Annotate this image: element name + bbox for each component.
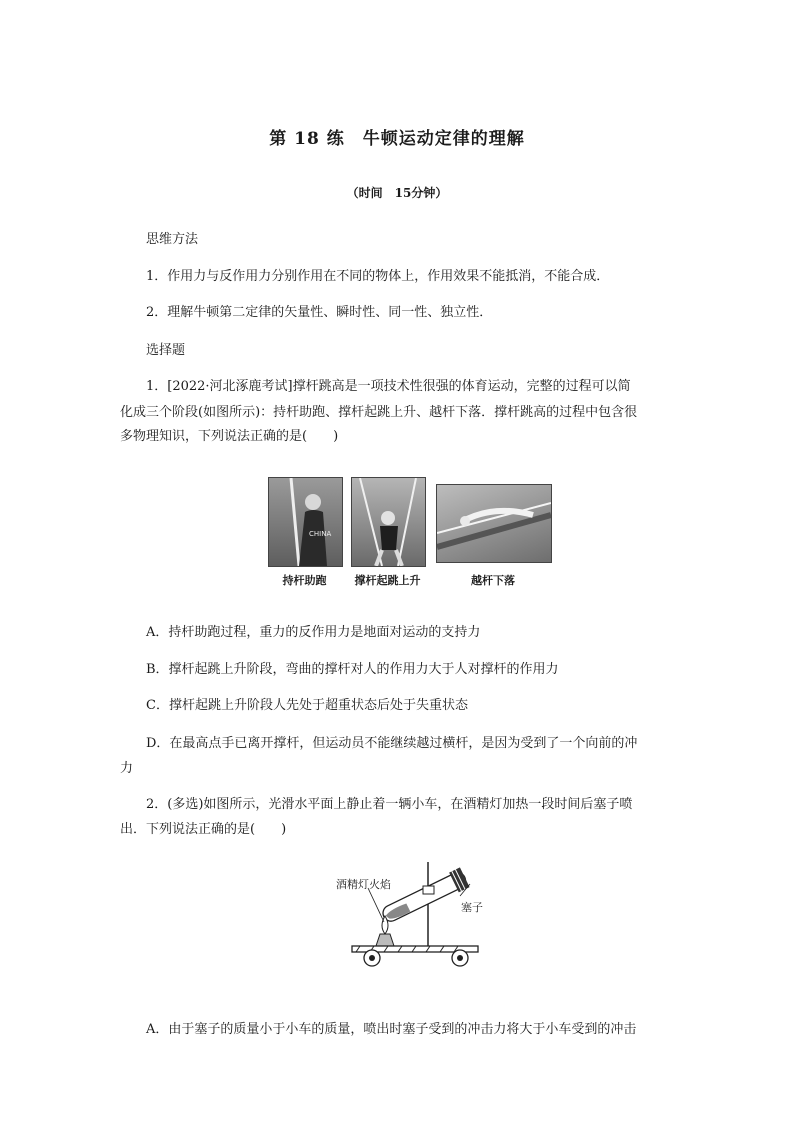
- time-limit: （时间 15分钟）: [346, 186, 448, 200]
- method-item-2: 2．理解牛顿第二定律的矢量性、瞬时性、同一性、独立性．: [146, 305, 493, 320]
- methods-heading: 思维方法: [146, 232, 199, 247]
- photo-run-up: [268, 477, 343, 567]
- q1-stem-line-1: 1．[2022·河北涿鹿考试]撑杆跳高是一项技术性很强的体育运动，完整的过程可以简: [146, 379, 631, 394]
- q1-option-d-line-1: D．在最高点手已离开撑杆，但运动员不能继续越过横杆，是因为受到了一个向前的冲: [146, 736, 638, 751]
- photo-takeoff: [351, 477, 426, 567]
- q2-stem-line-2: 出．下列说法正确的是( ): [120, 822, 287, 837]
- q1-stem-line-2: 化成三个阶段(如图所示)：持杆助跑、撑杆起跳上升、越杆下落．撑杆跳高的过程中包含很: [120, 405, 638, 420]
- shirt-text: CHINA: [309, 530, 332, 538]
- photo-over-bar: [436, 484, 552, 563]
- q2-stem-line-1: 2．(多选)如图所示，光滑水平面上静止着一辆小车，在酒精灯加热一段时间后塞子喷: [146, 797, 633, 812]
- stopper-label: 塞子: [461, 901, 483, 914]
- caption-run-up: 持杆助跑: [282, 574, 327, 587]
- q1-stem-line-3: 多物理知识，下列说法正确的是( ): [120, 429, 339, 444]
- q1-option-b: B．撑杆起跳上升阶段，弯曲的撑杆对人的作用力大于人对撑杆的作用力: [146, 662, 559, 677]
- caption-takeoff: 撑杆起跳上升: [354, 574, 421, 587]
- q1-option-a: A．持杆助跑过程，重力的反作用力是地面对运动的支持力: [146, 625, 481, 640]
- q1-option-d-line-2: 力: [120, 761, 134, 776]
- page-title: 第 18 练 牛顿运动定律的理解: [269, 129, 525, 149]
- q2-option-a: A．由于塞子的质量小于小车的质量，喷出时塞子受到的冲击力将大于小车受到的冲击: [146, 1022, 637, 1037]
- method-item-1: 1．作用力与反作用力分别作用在不同的物体上，作用效果不能抵消，不能合成．: [146, 269, 610, 284]
- flame-label: 酒精灯火焰: [336, 878, 391, 891]
- caption-over-bar: 越杆下落: [471, 574, 515, 587]
- q1-option-c: C．撑杆起跳上升阶段人先处于超重状态后处于失重状态: [146, 698, 468, 713]
- choice-heading: 选择题: [146, 343, 186, 358]
